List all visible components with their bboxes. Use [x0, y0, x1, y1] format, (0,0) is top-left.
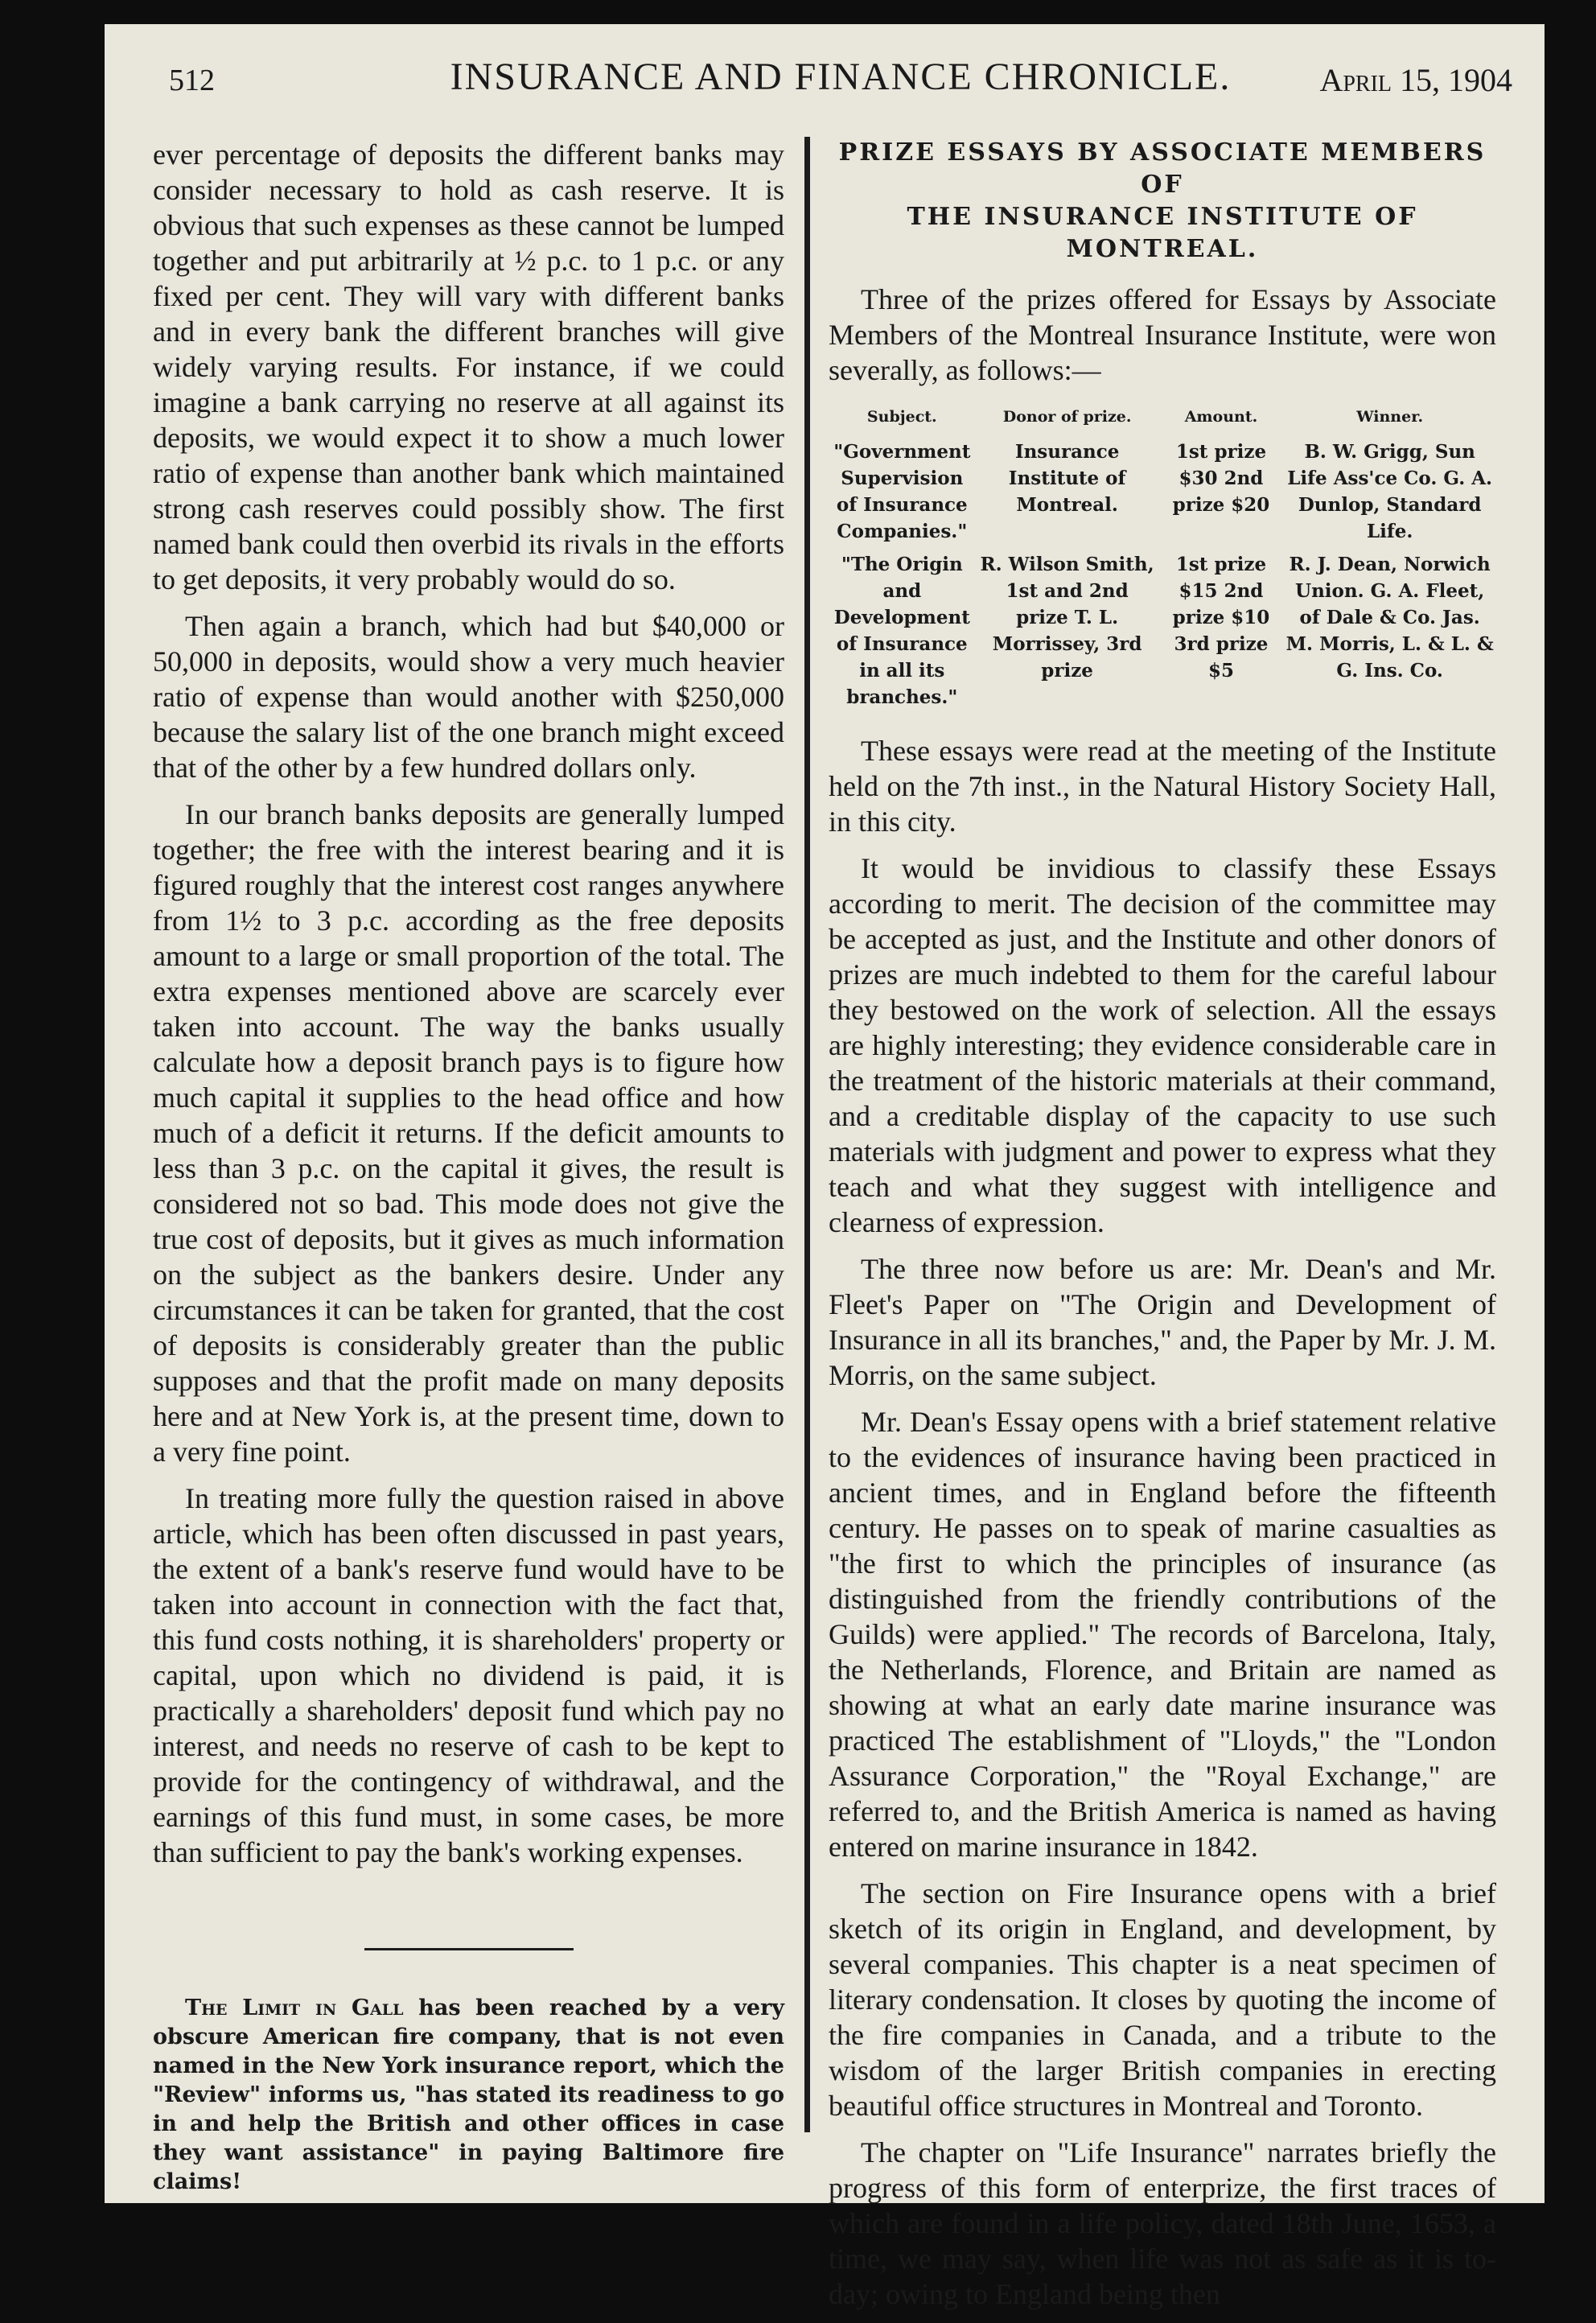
left-paragraph-2: Then again a branch, which had but $40,000 or 50,000 in deposits, would show a very much heavier ratio of expense than would another with $250,000 because the salary list of the one branch might exceed that of the other by a few hundred dollars only. [153, 610, 784, 784]
left-paragraph-1: ever percentage of deposits the different banks may consider necessary to hold as cash reserve. It is obvious that such expenses as these cannot be lumped together and put arbitrarily at ½ p.c. to 1 p.c. or any fixed per cent. They will vary with different banks and in every bank the different branches will give widely varying results. For instance, if we could imagine a bank carrying no reserve at all against its deposits, we would expect it to show a much lower ratio of expense than another bank which maintained strong cash reserves could possibly show. The first named bank could then overbid its rivals in the efforts to get deposits, it very probably would do so. [153, 138, 784, 595]
prize-table-header-row [829, 399, 1496, 435]
right-paragraph-6: The chapter on "Life Insurance" narrates briefly the progress of this form of enterprize, the first traces of which are found in a life policy, dated 18th June, 1653, a time, we may say, when life was not as safe as it is to-day; owing to England being then [829, 2136, 1496, 2310]
right-paragraph-1: These essays were read at the meeting of the Institute held on the 7th inst., in the Natural History Society Hall, in this city. [829, 735, 1496, 838]
issue-date: April 15, 1904 [1319, 62, 1512, 98]
prize-table-header: Winner. [1356, 408, 1424, 426]
left-paragraph-3: In our branch banks deposits are generally lumped together; the free with the interest bearing and it is figured roughly that the interest cost ranges anywhere from 1½ to 3 p.c. according as the free deposits amount to a large or small proportion of the total. The extra expenses mentioned above are scarcely ever taken into account. The way the banks usually calculate how a deposit branch pays is to figure how much capital it supplies to the head office and how much of a deficit it returns. If the deficit amounts to less than 3 p.c. on the capital it gives, the result is considered not so bad. This mode does not give the true cost of deposits, but it gives as much information on the subject as the bankers desire. Under any circumstances it can be taken for granted, that the cost of deposits is considerably greater than the public supposes and that the profit made on many deposits here and at New York is, at the present time, down to a very fine point. [153, 798, 784, 1468]
news-note-text: has been reached by a very obscure American fire company, that is not even named in the New York insurance report, which the "Review" informs us, "has stated its readiness to go in and help the British and other offices in case they want assistance" in paying Baltimore fire claims! [153, 1996, 784, 2194]
table-cell-amount: 1st prize $15 2nd prize $10 3rd prize $5 [1172, 554, 1270, 682]
article-intro: Three of the prizes offered for Essays by Associate Members of the Montreal Insurance Institute, were won severally, as follows:— [829, 283, 1496, 386]
right-paragraph-4: Mr. Dean's Essay opens with a brief statement relative to the evidences of insurance having been practiced in ancient times, and in England before the fifteenth century. He passes on to speak of marine casualties as "the first to which the principles of insurance (as distinguished from the friendly contributions of the Guilds) were applied." The records of Barcelona, Italy, the Netherlands, Florence, and Britain are named as showing at what an early date marine insurance was practiced The establishment of "Lloyds," the "London Assurance Corporation," the "Royal Exchange," are referred to, and the British America is named as having entered on marine insurance in 1842. [829, 1406, 1496, 1863]
prize-table-header: Donor of prize. [1002, 408, 1132, 426]
table-cell-subject: "Government Supervision of Insurance Companies." [833, 441, 971, 542]
table-cell-subject: "The Origin and Development of Insurance in all its branches." [833, 554, 970, 708]
table-row [829, 548, 1496, 714]
article-heading-line-2: THE INSURANCE INSTITUTE OF MONTREAL. [907, 203, 1418, 263]
article-heading [829, 137, 1496, 266]
right-paragraph-3: The three now before us are: Mr. Dean's and Mr. Fleet's Paper on "The Origin and Development of Insurance in all its branches," and, the Paper by Mr. J. M. Morris, on the same subject. [829, 1253, 1496, 1391]
prize-table-header: Subject. [866, 408, 937, 426]
table-cell-donor: Insurance Institute of Montreal. [1008, 441, 1126, 516]
left-column [153, 137, 784, 2208]
right-paragraph-2: It would be invidious to classify these Essays according to merit. The decision of the committee may be accepted as just, and the Institute and other donors of prizes are much indebted to them for the careful labour they bestowed on the work of selection. All the essays are highly interesting; they evidence considerable care in the treatment of the historic materials at their command, and a creditable display of the capacity to use such materials with judgment and power to express what they teach and what they suggest with intelligence and clearness of expression. [829, 852, 1496, 1238]
table-cell-donor: R. Wilson Smith, 1st and 2nd prize T. L. Morrissey, 3rd prize [980, 554, 1154, 682]
right-paragraph-5: The section on Fire Insurance opens with a brief sketch of its origin in England, and development, by several companies. This chapter is a neat specimen of literary condensation. It closes by quoting the income of the fire companies in Canada, and a tribute to the wisdom of the larger British companies in erecting beautiful office structures in Montreal and Toronto. [829, 1877, 1496, 2122]
newspaper-page [105, 24, 1545, 2310]
left-paragraph-4: In treating more fully the question raised in above article, which has been often discussed in past years, the extent of a bank's reserve fund would have to be taken into account in connection with the fact that, this fund costs nothing, it is shareholders' property or capital, upon which no dividend is paid, it is practically a shareholders' deposit fund which pay no interest, and needs no reserve of cash to be kept to provide for the contingency of withdrawal, and the earnings of this fund must, in some cases, be more than sufficient to pay the bank's working expenses. [153, 1482, 784, 1868]
article-heading-line-1: PRIZE ESSAYS BY ASSOCIATE MEMBERS OF [838, 138, 1487, 199]
news-note-lead: The Limit in Gall [185, 1996, 404, 2020]
page-number: 512 [169, 64, 215, 97]
table-cell-amount: 1st prize $30 2nd prize $20 [1172, 441, 1270, 516]
page-header [169, 40, 1512, 129]
prize-table-header: Amount. [1184, 408, 1258, 426]
column-rule [804, 137, 810, 2132]
publication-title: INSURANCE AND FINANCE CHRONICLE. [450, 56, 1232, 98]
right-column [829, 137, 1496, 2323]
prize-table [829, 399, 1496, 714]
news-note [153, 1994, 784, 2197]
table-row [829, 435, 1496, 548]
section-divider [364, 1926, 574, 1962]
table-cell-winner: B. W. Grigg, Sun Life Ass'ce Co. G. A. Dunlop, Standard Life. [1287, 441, 1493, 542]
table-cell-winner: R. J. Dean, Norwich Union. G. A. Fleet, of Dale & Co. Jas. M. Morris, L. & L. & G. Ins. Co. [1285, 554, 1494, 682]
